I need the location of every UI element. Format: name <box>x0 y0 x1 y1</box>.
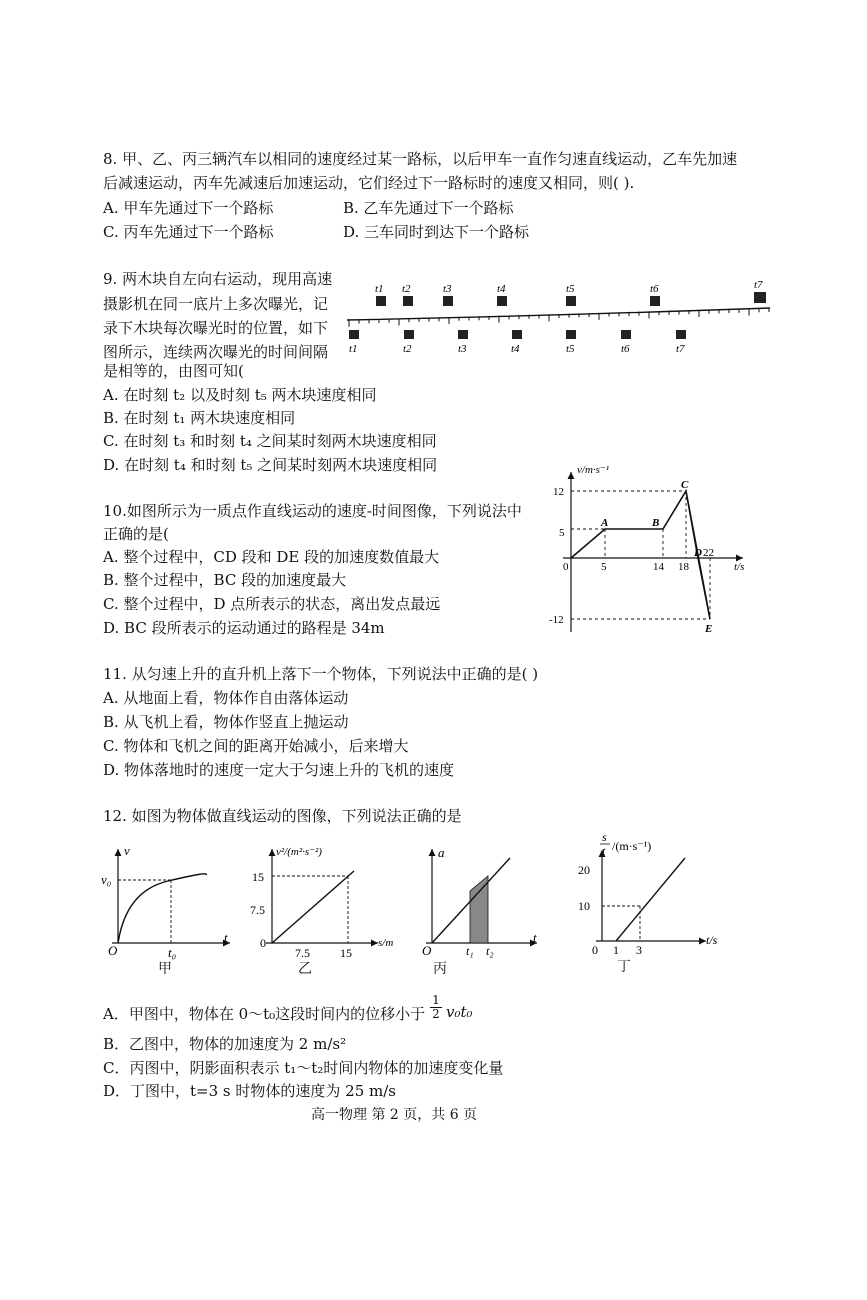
y-tick-12: 12 <box>553 486 564 498</box>
bottom-block-t2 <box>403 330 414 355</box>
top-label-t5: t5 <box>566 283 575 295</box>
top-block-t1 <box>375 283 386 306</box>
q10-stem-line2: 正确的是( <box>103 525 169 543</box>
g2-xtick-15: 15 <box>340 946 352 960</box>
g2-ylabel: v²/(m²·s⁻²) <box>276 846 322 858</box>
q12-graph-jia <box>98 843 238 973</box>
q11-stem: 11. 从匀速上升的直升机上落下一个物体，下列说法中正确的是( ) <box>103 665 539 683</box>
g4-xtick-3: 3 <box>636 943 642 957</box>
y-tick-0: 0 <box>563 561 569 573</box>
g4-ylabel-num: s <box>602 830 607 844</box>
point-C: C <box>681 479 689 491</box>
top-block-t3 <box>443 283 453 306</box>
t-axis-label: t/s <box>734 561 745 573</box>
bottom-block-t6 <box>621 330 631 355</box>
point-D: D <box>694 547 702 559</box>
graph-label-bing: 丙 <box>433 961 447 977</box>
q12-option-a <box>103 1003 425 1024</box>
g2-ytick-7-5: 7.5 <box>250 903 265 917</box>
q12-stem: 12. 如图为物体做直线运动的图像，下列说法正确的是 <box>103 807 462 825</box>
g1-t0: t₀ <box>168 945 177 960</box>
q11-option-c: C. 物体和飞机之间的距离开始减小，后来增大 <box>103 737 409 755</box>
bottom-block-t3 <box>458 330 468 355</box>
page-footer: 高一物理 第 2 页，共 6 页 <box>311 1107 478 1123</box>
fraction-denominator: 2 <box>430 1007 442 1021</box>
g4-ytick-20: 20 <box>578 863 590 877</box>
g1-v0: v₀ <box>101 872 112 887</box>
graph-label-jia: 甲 <box>158 961 172 977</box>
g2-ytick-0: 0 <box>260 936 266 950</box>
q8-option-c: C. 丙车先通过下一个路标 <box>103 223 274 241</box>
q9-stem-line1: 9. 两木块自左向右运动，现用高速 <box>103 270 333 288</box>
g2-ytick-15: 15 <box>252 870 264 884</box>
bottom-block-t5 <box>566 330 576 355</box>
q12-option-d: D．丁图中，t=3 s 时物体的速度为 25 m/s <box>103 1082 396 1100</box>
x-tick-18: 18 <box>678 561 689 573</box>
vt-curve <box>571 491 710 619</box>
g4-ytick-10: 10 <box>578 899 590 913</box>
g4-line <box>616 858 685 941</box>
q8-stem-line2: 后减速运动，丙车先减速后加速运动，它们经过下一路标时的速度又相同，则( ). <box>103 174 635 192</box>
q12-graph-ding <box>570 830 730 970</box>
top-block-t6 <box>650 283 660 306</box>
q11-option-b: B. 从飞机上看，物体作竖直上抛运动 <box>103 713 349 731</box>
q12-option-a-text: A．甲图中，物体在 0～t₀这段时间内的位移小于 <box>103 1005 426 1023</box>
q12-graph-yi <box>248 843 398 973</box>
q9-option-a: A. 在时刻 t₂ 以及时刻 t₅ 两木块速度相同 <box>103 386 377 404</box>
top-block-t7 <box>754 279 766 303</box>
point-B: B <box>652 517 660 529</box>
g3-origin: O <box>422 943 432 958</box>
g3-t2: t₂ <box>486 944 494 958</box>
bottom-label-t7: t7 <box>676 343 685 355</box>
g2-line <box>272 871 354 943</box>
top-block-t4 <box>497 283 507 306</box>
bottom-block-t7 <box>676 330 686 355</box>
bottom-label-t1: t1 <box>349 343 358 355</box>
top-label-t6: t6 <box>650 283 659 295</box>
top-label-t2: t2 <box>402 283 411 295</box>
top-label-t1: t1 <box>375 283 384 295</box>
v-axis-label: v/m·s⁻¹ <box>577 464 610 476</box>
bottom-label-t4: t4 <box>511 343 520 355</box>
q8-option-b: B. 乙车先通过下一个路标 <box>343 199 514 217</box>
q8-stem-line1: 8. 甲、乙、丙三辆汽车以相同的速度经过某一路标，以后甲车一直作匀速直线运动，乙车先加速 <box>103 150 738 168</box>
y-tick-neg12: -12 <box>549 614 564 626</box>
point-A: A <box>601 517 609 529</box>
top-block-t2 <box>402 283 413 306</box>
g3-t1: t₁ <box>466 944 474 958</box>
g4-ylabel-den: t <box>602 844 606 858</box>
top-label-t4: t4 <box>497 283 506 295</box>
q9-stem-line5: 是相等的，由图可知( <box>103 362 244 380</box>
g3-ylabel: a <box>438 845 445 860</box>
q10-option-d: D. BC 段所表示的运动通过的路程是 34m <box>103 619 385 637</box>
x-tick-22: 22 <box>703 547 714 559</box>
q10-stem-line1: 10.如图所示为一质点作直线运动的速度-时间图像，下列说法中 <box>103 502 522 520</box>
q9-option-c: C. 在时刻 t₃ 和时刻 t₄ 之间某时刻两木块速度相同 <box>103 432 437 450</box>
graph-label-yi: 乙 <box>298 961 312 977</box>
q10-option-c: C. 整个过程中，D 点所表示的状态，离出发点最远 <box>103 595 441 613</box>
q9-option-b: B. 在时刻 t₁ 两木块速度相同 <box>103 409 296 427</box>
g3-xlabel: t <box>533 930 537 945</box>
g2-xlabel: s/m <box>378 937 394 949</box>
q8-option-a: A. 甲车先通过下一个路标 <box>103 199 274 217</box>
q11-option-d: D. 物体落地时的速度一定大于匀速上升的飞机的速度 <box>103 761 455 779</box>
bottom-block-t4 <box>511 330 522 355</box>
q11-option-a: A. 从地面上看，物体作自由落体运动 <box>103 689 349 707</box>
top-label-t7: t7 <box>754 279 763 291</box>
g1-xlabel: t <box>224 930 228 945</box>
g4-ylabel-unit: /(m·s⁻¹) <box>612 839 652 853</box>
graph-label-ding: 丁 <box>617 959 631 975</box>
q12-option-c: C．丙图中，阴影面积表示 t₁～t₂时间内物体的加速度变化量 <box>103 1059 504 1077</box>
q9-bottom-blocks <box>349 330 686 355</box>
top-block-t5 <box>566 283 576 306</box>
q9-stem-line4: 图所示，连续两次曝光的时间间隔 <box>103 343 329 361</box>
bottom-label-t6: t6 <box>621 343 630 355</box>
q9-stem-line2: 摄影机在同一底片上多次曝光，记 <box>103 295 329 313</box>
q12-graph-bing <box>412 843 542 973</box>
bottom-block-t1 <box>349 330 359 355</box>
y-tick-5: 5 <box>559 527 565 539</box>
bottom-label-t2: t2 <box>403 343 412 355</box>
x-tick-14: 14 <box>653 561 664 573</box>
q12-option-a-fraction <box>430 994 442 1021</box>
q9-option-d: D. 在时刻 t₄ 和时刻 t₅ 之间某时刻两木块速度相同 <box>103 456 438 474</box>
g1-ylabel: v <box>124 843 130 858</box>
q12-option-a-v0t0: v₀t₀ <box>446 1003 473 1021</box>
point-E: E <box>705 623 713 635</box>
g4-xlabel: t/s <box>706 933 718 947</box>
bottom-label-t5: t5 <box>566 343 575 355</box>
q8-option-d: D. 三车同时到达下一个路标 <box>343 223 530 241</box>
g3-shaded-area <box>470 876 488 943</box>
g2-xtick-7-5: 7.5 <box>295 946 310 960</box>
q9-top-blocks <box>375 279 766 306</box>
x-tick-5: 5 <box>601 561 607 573</box>
g1-curve <box>118 874 206 943</box>
q12-option-b: B．乙图中，物体的加速度为 2 m/s² <box>103 1035 347 1053</box>
q9-strobe-figure <box>345 280 775 360</box>
fraction-numerator: 1 <box>432 993 440 1007</box>
q10-option-b: B. 整个过程中，BC 段的加速度最大 <box>103 571 347 589</box>
q10-option-a: A. 整个过程中，CD 段和 DE 段的加速度数值最大 <box>103 548 440 566</box>
bottom-label-t3: t3 <box>458 343 467 355</box>
q10-vt-graph <box>549 462 753 642</box>
q9-stem-line3: 录下木块每次曝光时的位置，如下 <box>103 319 329 337</box>
top-label-t3: t3 <box>443 283 452 295</box>
g4-xtick-0: 0 <box>592 943 598 957</box>
g1-origin: O <box>108 943 118 958</box>
g4-xtick-1: 1 <box>613 943 619 957</box>
